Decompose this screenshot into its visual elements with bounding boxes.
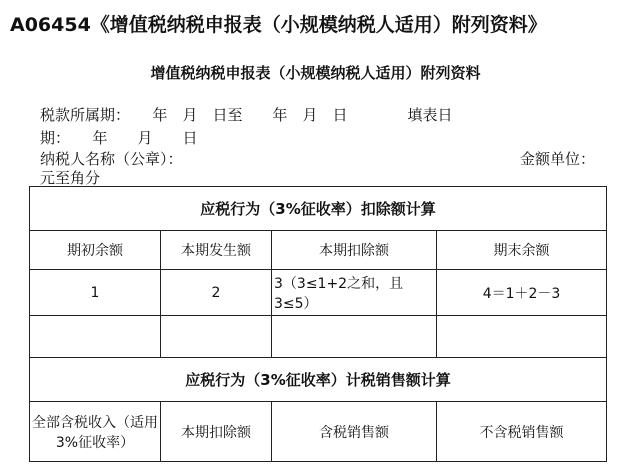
header-current-deduction: 本期扣除额 bbox=[272, 231, 437, 270]
header-opening-balance: 期初余额 bbox=[30, 231, 161, 270]
cell-row1-col4: 4＝1＋2－3 bbox=[437, 270, 607, 316]
table-row bbox=[30, 231, 607, 270]
amount-unit-value: 元至角分 bbox=[40, 169, 101, 187]
fill-date-line: 期： 年 月 日 bbox=[40, 129, 198, 147]
table-row bbox=[30, 402, 607, 462]
table-row bbox=[30, 358, 607, 402]
cell-empty bbox=[161, 316, 272, 358]
cell-row1-col1: 1 bbox=[30, 270, 161, 316]
section2-title: 应税行为（3%征收率）计税销售额计算 bbox=[30, 358, 607, 402]
cell-row1-col2: 2 bbox=[161, 270, 272, 316]
deduction-table bbox=[29, 186, 607, 462]
header-current-deduction-2: 本期扣除额 bbox=[161, 402, 272, 462]
header-tax-exclusive-sales: 不含税销售额 bbox=[437, 402, 607, 462]
header-tax-inclusive-sales: 含税销售额 bbox=[272, 402, 437, 462]
cell-row1-col3: 3（3≤1+2之和，且3≤5） bbox=[272, 270, 437, 316]
cell-empty bbox=[30, 316, 161, 358]
table-row bbox=[30, 270, 607, 316]
header-closing-balance: 期末余额 bbox=[437, 231, 607, 270]
tax-period-line: 税款所属期： 年 月 日至 年 月 日 填表日 bbox=[40, 106, 453, 124]
section1-title: 应税行为（3%征收率）扣除额计算 bbox=[30, 187, 607, 231]
table-row bbox=[30, 187, 607, 231]
taxpayer-name-label: 纳税人名称（公章）： bbox=[40, 150, 183, 168]
form-subtitle: 增值税纳税申报表（小规模纳税人适用）附列资料 bbox=[150, 64, 481, 82]
table-row bbox=[30, 316, 607, 358]
cell-empty bbox=[272, 316, 437, 358]
document-title: A06454《增值税纳税申报表（小规模纳税人适用）附列资料》 bbox=[10, 14, 547, 36]
header-total-taxable-income: 全部含税收入（适用3%征收率） bbox=[30, 402, 161, 462]
cell-empty bbox=[437, 316, 607, 358]
header-current-amount: 本期发生额 bbox=[161, 231, 272, 270]
amount-unit-label: 金额单位： bbox=[520, 150, 596, 168]
